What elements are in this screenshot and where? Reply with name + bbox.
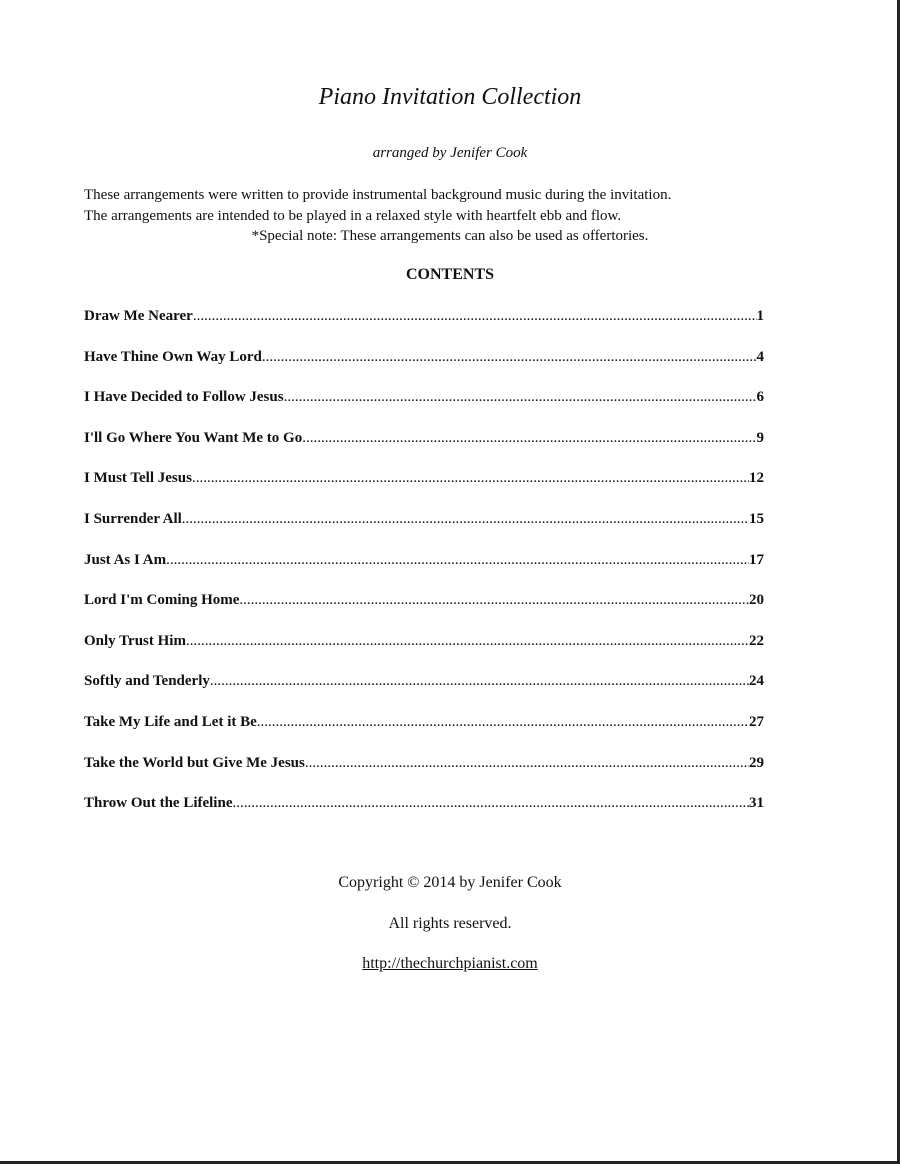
toc-entry	[84, 795, 764, 836]
toc-entry-title: Lord I'm Coming Home	[84, 592, 240, 609]
toc-leader	[232, 795, 749, 812]
toc-leader	[166, 552, 749, 569]
toc-entry-title: I'll Go Where You Want Me to Go	[84, 429, 303, 446]
toc-leader	[182, 511, 749, 528]
toc-entry-page: 27	[749, 713, 764, 730]
toc-leader	[210, 673, 749, 690]
toc-entry	[84, 592, 764, 633]
website-link[interactable]: http://thechurchpianist.com	[362, 955, 538, 972]
toc-entry-page: 17	[749, 551, 764, 568]
toc-leader	[186, 633, 749, 650]
toc-entry-title: Have Thine Own Way Lord	[84, 348, 262, 365]
toc-leader	[192, 470, 749, 487]
toc-entry-page: 20	[749, 592, 764, 609]
toc-entry	[84, 430, 764, 471]
toc-entry	[84, 470, 764, 511]
special-note: *Special note: These arrangements can also be used as offertories.	[251, 228, 649, 244]
toc-entry	[84, 755, 764, 796]
toc-entry	[84, 349, 764, 390]
toc-entry-page: 15	[749, 510, 764, 527]
toc-leader	[193, 308, 757, 325]
copyright-notice: Copyright © 2014 by Jenifer Cook	[338, 874, 562, 891]
toc-entry-title: Throw Out the Lifeline	[84, 795, 233, 812]
toc-entry-title: Draw Me Nearer	[84, 308, 193, 324]
contents-heading: CONTENTS	[405, 266, 495, 283]
toc-entry-page: 4	[756, 348, 764, 365]
toc-leader	[302, 430, 756, 447]
document-subtitle: arranged by Jenifer Cook	[372, 145, 528, 161]
toc-entry-page: 24	[749, 673, 764, 690]
toc-entry-title: I Have Decided to Follow Jesus	[84, 389, 284, 406]
toc-entry-title: Softly and Tenderly	[84, 673, 210, 690]
toc-leader	[305, 755, 749, 772]
toc-entry	[84, 511, 764, 552]
toc-entry	[84, 633, 764, 674]
toc-leader	[284, 389, 757, 406]
toc-entry-title: I Surrender All	[84, 510, 182, 527]
toc-entry-title: Take the World but Give Me Jesus	[84, 754, 305, 771]
toc-leader	[262, 349, 757, 366]
toc-entry-page: 31	[749, 795, 764, 812]
toc-entry-page: 22	[749, 632, 764, 649]
toc-entry-page: 9	[756, 429, 764, 446]
toc-leader	[239, 592, 749, 609]
toc-entry-page: 29	[749, 754, 764, 771]
toc-entry	[84, 714, 764, 755]
intro-paragraph	[84, 185, 804, 247]
rights-notice: All rights reserved.	[388, 915, 512, 932]
toc-entry-title: Only Trust Him	[84, 632, 186, 649]
intro-line-1: These arrangements were written to provide instrumental background music during the invitation.	[84, 187, 672, 203]
toc-entry	[84, 389, 764, 430]
toc-entry-page: 6	[756, 389, 764, 406]
document-title: Piano Invitation Collection	[318, 84, 582, 110]
toc-entry-title: Just As I Am	[84, 551, 167, 568]
toc-entry-page: 1	[756, 308, 764, 324]
toc-entry	[84, 308, 764, 349]
toc-entry-page: 12	[749, 470, 764, 487]
toc-entry-title: Take My Life and Let it Be	[84, 713, 257, 730]
toc-entry-title: I Must Tell Jesus	[84, 470, 192, 487]
toc-leader	[257, 714, 749, 731]
intro-line-2: The arrangements are intended to be played in a relaxed style with heartfelt ebb and flow.	[84, 207, 622, 224]
toc-entry	[84, 552, 764, 593]
toc-entry	[84, 673, 764, 714]
table-of-contents	[84, 308, 764, 836]
